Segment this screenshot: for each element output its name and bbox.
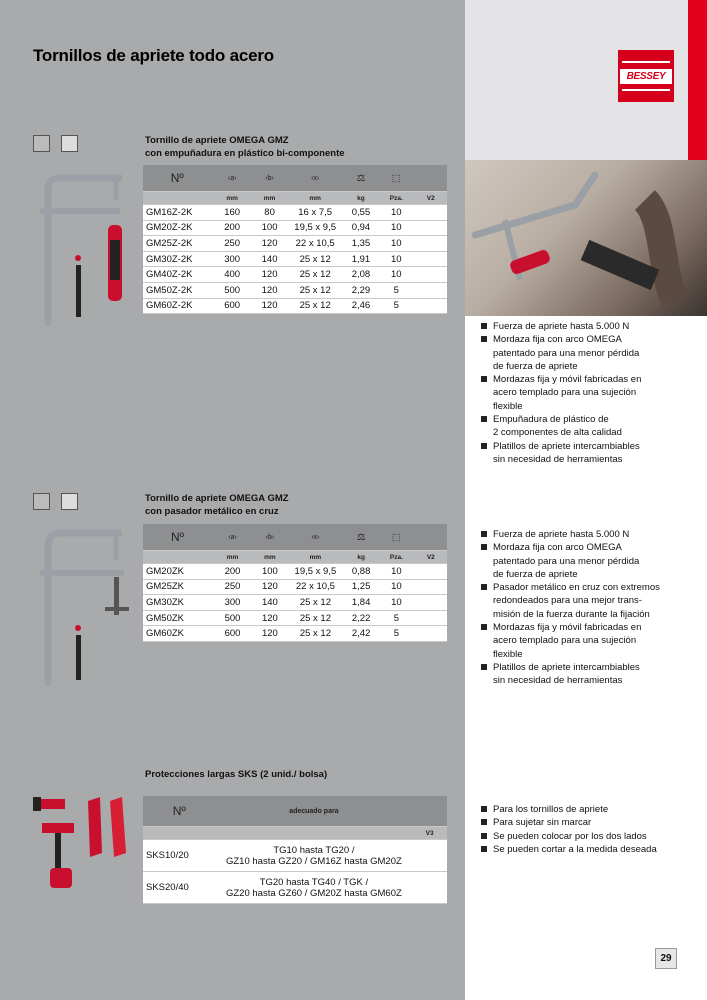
table-cell: 120: [253, 610, 287, 626]
table-row: [143, 872, 447, 904]
article-no: GM20ZK: [143, 564, 212, 580]
section2-bullets: [480, 528, 660, 688]
section2-title-line2: con pasador metálico en cruz: [145, 506, 279, 517]
unit-b: mm: [253, 551, 287, 564]
table-row: [143, 282, 447, 298]
scale-icon: ⚖: [344, 524, 378, 551]
table-cell: 250: [212, 236, 253, 252]
table-cell: 22 x 10,5: [286, 236, 344, 252]
bullet-item: [480, 333, 641, 373]
page-title: Tornillos de apriete todo acero: [33, 46, 274, 65]
table-cell: 160: [212, 205, 253, 221]
unit-blank: [143, 827, 216, 840]
rail: [40, 208, 120, 214]
table-cell: 120: [253, 282, 287, 298]
section1-table: [143, 165, 447, 314]
section1-bullets: [480, 320, 641, 466]
table-row: [143, 610, 447, 626]
header-x: ‹x›: [286, 165, 344, 192]
table-cell-v: [415, 220, 447, 236]
table-cell-v: [415, 610, 447, 626]
unit-b: mm: [253, 192, 287, 205]
table-cell: 600: [212, 298, 253, 314]
bullet-item: [480, 581, 660, 621]
header-suitable: adecuado para: [216, 796, 413, 827]
scale-icon: ⚖: [344, 165, 378, 192]
table-cell: 5: [378, 282, 415, 298]
bullet-item: [480, 661, 660, 688]
table-cell: 100: [253, 564, 287, 580]
table-row: [143, 840, 447, 872]
table-cell: 120: [253, 579, 287, 595]
article-no: GM16Z-2K: [143, 205, 212, 221]
section3-bullets: [480, 803, 657, 856]
table-cell-v: [415, 298, 447, 314]
table-cell-v: [415, 205, 447, 221]
table-cell: 10: [378, 251, 415, 267]
article-no: GM50Z-2K: [143, 282, 212, 298]
header-v: [415, 165, 447, 192]
bullet-line: patentado para una menor pérdida: [493, 347, 640, 359]
table-cell: 500: [212, 282, 253, 298]
table-cell: 10: [378, 579, 414, 595]
table-row: [143, 626, 447, 642]
table-cell: 1,35: [344, 236, 378, 252]
table-cell: 25 x 12: [287, 610, 344, 626]
wood-icon-2: [33, 493, 50, 510]
clamp-zk-drawing: [30, 525, 135, 690]
article-no: SKS10/20: [143, 840, 216, 872]
table-cell: 25 x 12: [286, 282, 344, 298]
unit-blank-2: [216, 827, 413, 840]
suitable-for: [216, 840, 413, 872]
article-no: GM30ZK: [143, 595, 212, 611]
wood-icon: [33, 135, 50, 152]
table-cell: 5: [378, 626, 414, 642]
table-cell: 10: [378, 205, 415, 221]
unit-v2: V2: [415, 192, 447, 205]
table-cell: 25 x 12: [287, 595, 344, 611]
table-cell-v: [415, 282, 447, 298]
table-cell: 1,91: [344, 251, 378, 267]
logo-line-bottom: [622, 89, 670, 91]
bullet-item: [480, 621, 660, 661]
bullet-line: Mordaza fija con arco OMEGA: [493, 334, 622, 346]
bullet-line: misión de la fuerza durante la fijación: [493, 608, 650, 620]
unit-v2: V2: [415, 551, 447, 564]
table-cell: 100: [253, 220, 287, 236]
suitable-line1: TG20 hasta TG40 / TGK /: [259, 876, 369, 888]
bullet-line: Para los tornillos de apriete: [493, 804, 609, 815]
table-cell: 5: [378, 298, 415, 314]
table-cell: 300: [212, 595, 253, 611]
bullet-item: [480, 528, 660, 541]
header-b: ‹b›: [253, 524, 287, 551]
header-b: ‹b›: [253, 165, 287, 192]
product-photo-drawing: [465, 160, 707, 316]
bullet-line: Pasador metálico en cruz con extremos: [493, 582, 660, 594]
table-cell: 25 x 12: [287, 626, 344, 642]
suitable-line1: TG10 hasta TG20 /: [273, 844, 355, 856]
table-row: [143, 298, 447, 314]
table-cell: 10: [378, 564, 414, 580]
suitable-line2: GZ10 hasta GZ20 / GM16Z hasta GM20Z: [225, 855, 402, 867]
table-cell: 10: [378, 595, 414, 611]
bullet-line: Fuerza de apriete hasta 5.000 N: [493, 529, 630, 540]
table-row: [143, 220, 447, 236]
table-cell: 19,5 x 9,5: [286, 220, 344, 236]
table-cell: 2,29: [344, 282, 378, 298]
bullet-item: [480, 373, 641, 413]
table-cell: 25 x 12: [286, 298, 344, 314]
table-cell: 2,08: [344, 267, 378, 283]
bullet-line: sin necesidad de herramientas: [493, 675, 623, 687]
section2-rows: [143, 564, 447, 642]
bullet-line: Mordaza fija con arco OMEGA: [493, 542, 622, 554]
bullet-line: acero templado para una sujeción: [493, 387, 637, 399]
article-no: GM25ZK: [143, 579, 212, 595]
suitable-line2: GZ20 hasta GZ60 / GM20Z hasta GM60Z: [225, 887, 402, 899]
table-cell: 5: [378, 610, 414, 626]
bullet-line: Para sujetar sin marcar: [493, 817, 592, 829]
table-cell: 25 x 12: [286, 251, 344, 267]
bullet-item: [480, 320, 641, 333]
header-v: [415, 524, 447, 551]
box-icon: ⬚: [378, 524, 414, 551]
table-cell: 500: [212, 610, 253, 626]
unit-pza: Pza.: [378, 192, 415, 205]
bullet-line: sin necesidad de herramientas: [493, 453, 623, 465]
bessey-logo: [618, 50, 674, 102]
table-header: [143, 524, 447, 551]
section1-title: [145, 134, 345, 160]
units-row: [143, 827, 447, 840]
table-cell-v: [412, 840, 447, 872]
table-cell: 10: [378, 220, 415, 236]
units-row: [143, 551, 447, 564]
article-no: GM30Z-2K: [143, 251, 212, 267]
clamp-2k-drawing: [30, 170, 135, 330]
header-no: Nº: [143, 524, 212, 551]
units-row: [143, 192, 447, 205]
table-cell: 2,42: [344, 626, 378, 642]
section1-title-line1: Tornillo de apriete OMEGA GMZ: [145, 135, 289, 146]
table-cell-v: [415, 267, 447, 283]
table-row: [143, 579, 447, 595]
section1-title-line2: con empuñadura en plástico bi-componente: [145, 148, 345, 159]
protectors-drawing: [30, 793, 135, 893]
table-row: [143, 267, 447, 283]
i-beam-icon-2: [61, 493, 78, 510]
table-cell: 120: [253, 236, 287, 252]
bullet-item: [480, 816, 657, 829]
table-cell-v: [415, 579, 447, 595]
table-cell: 300: [212, 251, 253, 267]
table-cell-v: [412, 872, 447, 904]
table-row: [143, 236, 447, 252]
section3-rows: [143, 840, 447, 904]
table-cell: 1,25: [344, 579, 378, 595]
article-no: GM20Z-2K: [143, 220, 212, 236]
article-no: GM60Z-2K: [143, 298, 212, 314]
header-no: Nº: [143, 796, 216, 827]
bullet-item: [480, 843, 657, 856]
table-cell: 25 x 12: [286, 267, 344, 283]
article-no: SKS20/40: [143, 872, 216, 904]
table-cell: 10: [378, 236, 415, 252]
table-cell: 19,5 x 9,5: [287, 564, 344, 580]
bullet-item: [480, 830, 657, 843]
table-cell: 120: [253, 298, 287, 314]
table-cell: 140: [253, 251, 287, 267]
bullet-item: [480, 440, 641, 467]
unit-kg: kg: [344, 192, 378, 205]
bullet-item: [480, 413, 641, 440]
table-cell: 2,22: [344, 610, 378, 626]
article-no: GM25Z-2K: [143, 236, 212, 252]
header-x: ‹x›: [287, 524, 344, 551]
header-a: ‹a›: [212, 165, 253, 192]
table-cell: 22 x 10,5: [287, 579, 344, 595]
unit-x: mm: [286, 192, 344, 205]
table-row: [143, 205, 447, 221]
unit-blank: [143, 551, 212, 564]
section3-title: Protecciones largas SKS (2 unid./ bolsa): [145, 769, 328, 780]
unit-blank: [143, 192, 212, 205]
logo-line-top: [622, 61, 670, 63]
bullet-line: Fuerza de apriete hasta 5.000 N: [493, 321, 630, 332]
table-header: [143, 165, 447, 192]
table-row: [143, 595, 447, 611]
table-cell: 10: [378, 267, 415, 283]
bullet-line: flexible: [493, 648, 523, 660]
bullet-line: patentado para una menor pérdida: [493, 555, 640, 567]
unit-x: mm: [287, 551, 344, 564]
bullet-line: Se pueden cortar a la medida deseada: [493, 843, 657, 855]
section3-table: [143, 796, 447, 904]
unit-a: mm: [212, 551, 253, 564]
section2-title: [145, 492, 289, 518]
product-photo: [465, 160, 707, 316]
section2-title-line1: Tornillo de apriete OMEGA GMZ: [145, 493, 289, 504]
page-number: 29: [655, 948, 677, 969]
bullet-line: flexible: [493, 400, 523, 412]
table-cell-v: [415, 564, 447, 580]
logo-text: BESSEY: [620, 69, 672, 84]
bullet-line: 2 componentes de alta calidad: [493, 427, 622, 439]
unit-a: mm: [212, 192, 253, 205]
table-cell: 250: [212, 579, 253, 595]
bullet-item: [480, 803, 657, 816]
bullet-line: Mordazas fija y móvil fabricadas en: [493, 374, 642, 386]
table-row: [143, 251, 447, 267]
bullet-line: Mordazas fija y móvil fabricadas en: [493, 622, 642, 634]
bullet-line: de fuerza de apriete: [493, 360, 578, 372]
table-cell: 140: [253, 595, 287, 611]
header-a: ‹a›: [212, 524, 253, 551]
table-cell: 200: [212, 564, 253, 580]
table-cell: 0,88: [344, 564, 378, 580]
table-cell: 0,55: [344, 205, 378, 221]
table-cell: 120: [253, 267, 287, 283]
section2-table: [143, 524, 447, 642]
unit-kg: kg: [344, 551, 378, 564]
bullet-line: Platillos de apriete intercambiables: [493, 440, 640, 452]
table-cell: 600: [212, 626, 253, 642]
table-cell: 16 x 7,5: [286, 205, 344, 221]
box-icon: ⬚: [378, 165, 415, 192]
unit-pza: Pza.: [378, 551, 414, 564]
article-no: GM60ZK: [143, 626, 212, 642]
table-cell-v: [415, 251, 447, 267]
table-cell: 200: [212, 220, 253, 236]
table-header: [143, 796, 447, 827]
table-cell: 80: [253, 205, 287, 221]
bullet-line: Platillos de apriete intercambiables: [493, 661, 640, 673]
header-no: Nº: [143, 165, 212, 192]
table-cell: 400: [212, 267, 253, 283]
header-v: [412, 796, 447, 827]
bullet-line: redondeados para una mejor trans-: [493, 595, 642, 607]
table-row: [143, 564, 447, 580]
i-beam-icon: [61, 135, 78, 152]
section1-rows: [143, 205, 447, 314]
bullet-item: [480, 541, 660, 581]
suitable-for: [216, 872, 413, 904]
table-cell: 0,94: [344, 220, 378, 236]
table-cell-v: [415, 626, 447, 642]
table-cell-v: [415, 595, 447, 611]
bullet-line: Empuñadura de plástico de: [493, 414, 609, 426]
table-cell: 120: [253, 626, 287, 642]
bullet-line: de fuerza de apriete: [493, 568, 578, 580]
accent-bar: [688, 0, 707, 160]
table-cell-v: [415, 236, 447, 252]
unit-v3: V3: [412, 827, 447, 840]
article-no: GM40Z-2K: [143, 267, 212, 283]
table-cell: 2,46: [344, 298, 378, 314]
bullet-line: acero templado para una sujeción: [493, 635, 637, 647]
bullet-line: Se pueden colocar por los dos lados: [493, 830, 647, 842]
article-no: GM50ZK: [143, 610, 212, 626]
table-cell: 1,84: [344, 595, 378, 611]
